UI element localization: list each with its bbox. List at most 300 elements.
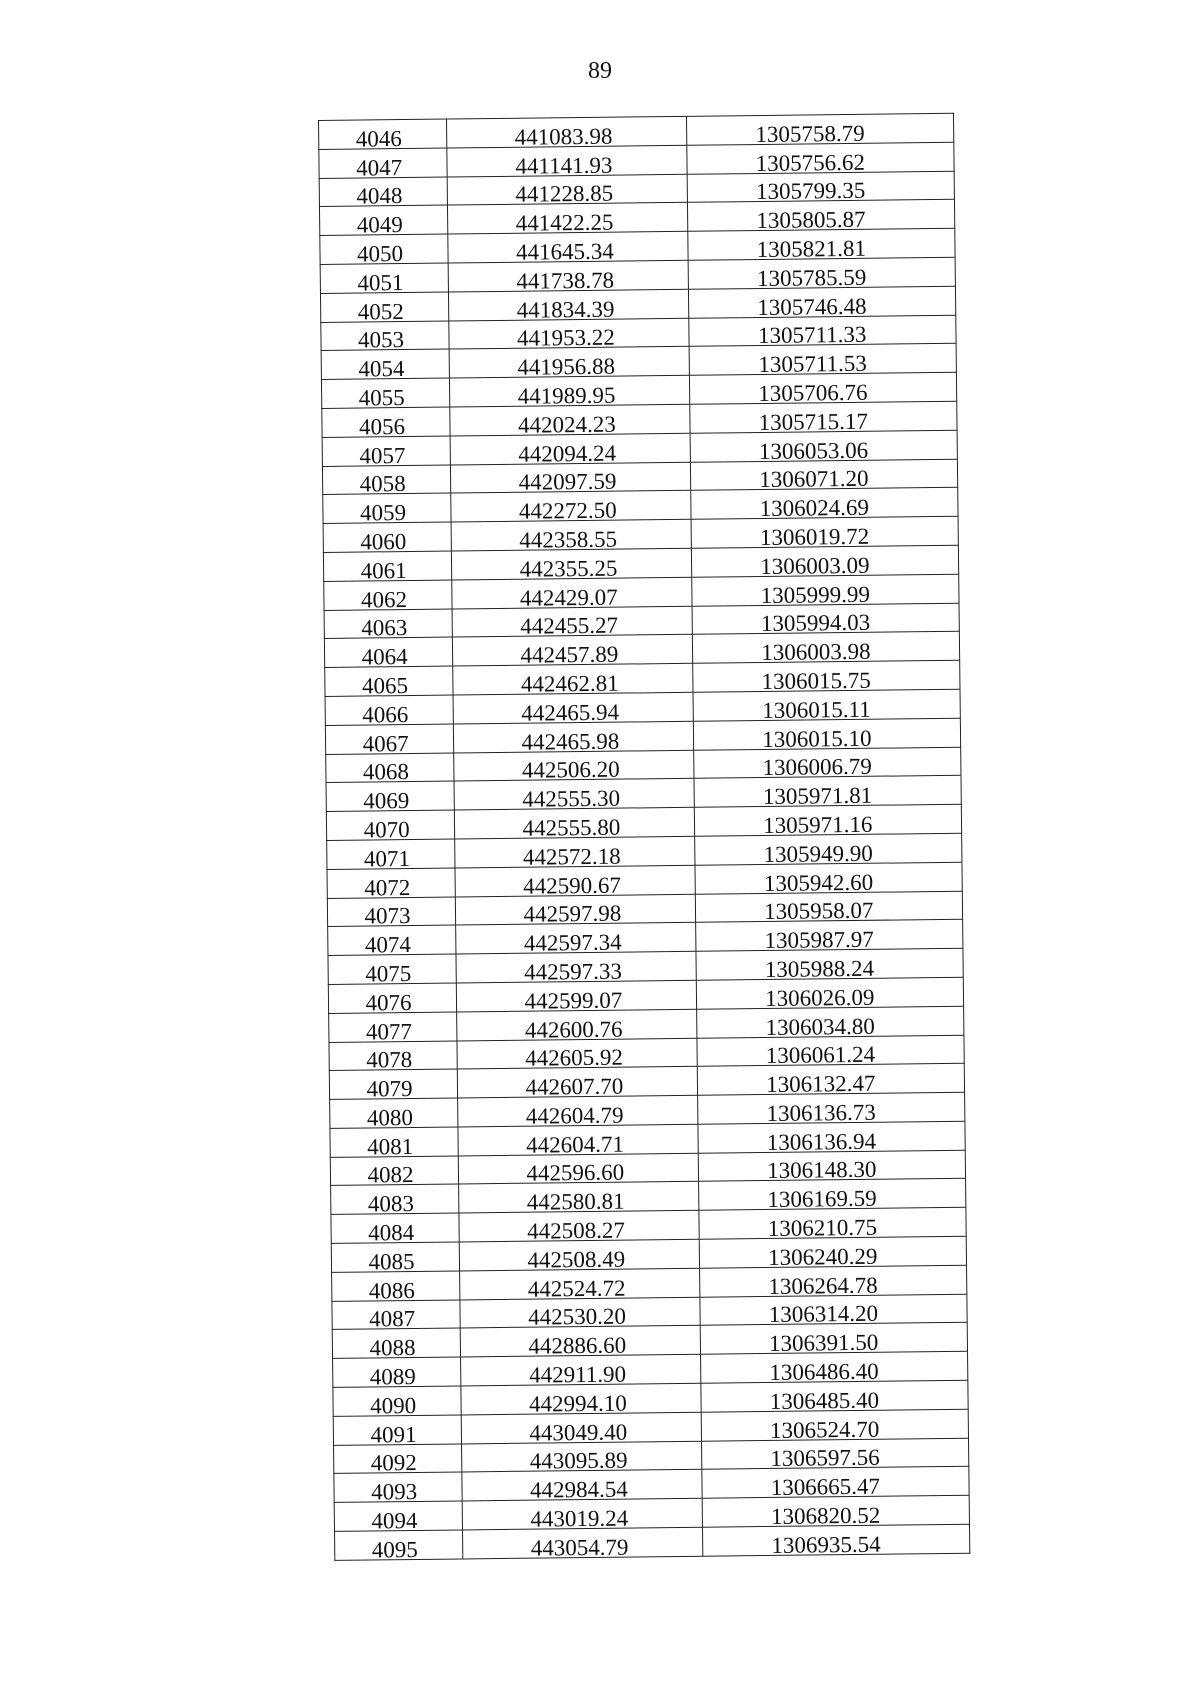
point-id-value: 4051 [357,269,404,296]
y-coordinate-cell [694,776,962,808]
table-row [327,891,962,927]
x-coordinate-value: 442604.79 [525,1102,624,1129]
x-coordinate-value: 442597.98 [523,900,622,928]
point-id-value: 4052 [357,298,404,325]
point-id-cell [329,1040,457,1073]
y-coordinate-value: 1306024.69 [759,494,870,522]
x-coordinate-cell [452,606,692,638]
y-coordinate-value: 1306053.06 [758,437,869,464]
y-coordinate-value: 1305758.79 [755,120,865,147]
x-coordinate-cell [460,1268,700,1300]
y-coordinate-value: 1305958.07 [764,898,874,925]
x-coordinate-value: 442457.89 [520,641,619,668]
x-coordinate-value: 442455.27 [520,612,619,640]
x-coordinate-cell [448,260,688,292]
point-id-value: 4076 [365,989,412,1016]
table-row [328,977,963,1013]
x-coordinate-cell [449,347,689,379]
y-coordinate-cell [694,833,962,865]
point-id-value: 4053 [357,327,405,353]
x-coordinate-value: 442555.80 [522,814,621,841]
x-coordinate-cell [455,836,695,868]
y-coordinate-cell [691,545,959,577]
y-coordinate-value: 1306061.24 [765,1042,876,1069]
point-id-value: 4094 [371,1508,418,1534]
x-coordinate-cell [458,1124,698,1156]
x-coordinate-cell [448,203,688,235]
point-id-cell [331,1213,459,1246]
y-coordinate-cell [687,228,955,263]
x-coordinate-cell [458,1153,698,1185]
point-id-value: 4067 [362,730,409,757]
x-coordinate-value: 442597.33 [524,958,623,985]
x-coordinate-value: 442605.92 [525,1044,624,1072]
x-coordinate-value: 442580.81 [526,1188,625,1215]
table-row [326,804,961,840]
table-row [333,1380,968,1416]
y-coordinate-value: 1306210.75 [767,1214,878,1242]
point-id-value: 4071 [363,845,411,872]
x-coordinate-value: 442024.23 [517,411,616,438]
y-coordinate-value: 1305746.48 [757,293,867,320]
point-id-cell [321,349,449,382]
y-coordinate-cell [692,632,960,664]
y-coordinate-value: 1306486.40 [769,1358,879,1386]
point-id-cell [325,724,453,757]
table-row [321,315,956,351]
point-id-cell [332,1300,460,1330]
x-coordinate-value: 442272.50 [518,497,617,524]
point-id-value: 4059 [359,500,407,526]
y-coordinate-value: 1306019.72 [759,523,870,550]
y-coordinate-cell [697,1064,965,1096]
y-coordinate-cell [701,1438,969,1470]
y-coordinate-value: 1306240.29 [767,1243,878,1270]
point-id-value: 4084 [368,1220,415,1246]
x-coordinate-cell [453,663,693,695]
point-id-cell [319,148,447,181]
x-coordinate-cell [447,145,687,177]
x-coordinate-cell [462,1498,702,1530]
point-id-cell [334,1444,462,1474]
y-coordinate-value: 1305799.35 [755,178,866,205]
y-coordinate-value: 1305821.81 [756,235,867,263]
point-id-value: 4074 [364,932,412,958]
y-coordinate-value: 1306524.70 [769,1416,880,1443]
point-id-value: 4062 [360,586,408,613]
point-id-cell [321,378,449,411]
point-id-cell [330,1098,458,1131]
x-coordinate-cell [450,404,690,436]
table-row [326,776,961,812]
x-coordinate-value: 442530.20 [527,1304,627,1331]
point-id-cell [319,119,447,152]
x-coordinate-value: 442604.71 [526,1131,625,1158]
y-coordinate-cell [698,1150,966,1182]
table-row [325,689,960,725]
table-row [333,1351,968,1387]
x-coordinate-cell [449,289,689,321]
x-coordinate-value: 442508.49 [527,1246,626,1273]
x-coordinate-value: 441956.88 [517,353,616,380]
table-row [326,747,961,783]
point-id-cell [324,637,452,670]
x-coordinate-cell [453,635,693,667]
y-coordinate-cell [698,1121,966,1153]
x-coordinate-value: 442600.76 [524,1016,623,1043]
y-coordinate-cell [690,430,958,462]
point-id-value: 4064 [361,644,408,670]
y-coordinate-cell [696,977,964,1009]
x-coordinate-value: 442590.67 [523,872,622,899]
x-coordinate-value: 442097.59 [518,468,617,496]
y-coordinate-value: 1305706.76 [758,379,868,406]
point-id-cell [328,983,456,1016]
y-coordinate-cell [692,660,960,692]
y-coordinate-value: 1305715.17 [758,408,869,435]
y-coordinate-cell [700,1380,968,1412]
x-coordinate-cell [454,807,694,839]
point-id-value: 4077 [365,1018,413,1045]
point-id-cell [326,781,454,814]
point-id-value: 4058 [359,471,406,497]
y-coordinate-value: 1306003.98 [761,638,871,666]
y-coordinate-cell [688,286,956,318]
point-id-value: 4069 [363,788,410,814]
table-row [319,113,954,149]
point-id-value: 4047 [355,154,403,181]
table-row [332,1323,967,1359]
y-coordinate-cell [686,142,954,174]
point-id-value: 4088 [369,1335,416,1361]
point-id-value: 4083 [367,1191,415,1217]
point-id-cell [332,1271,460,1304]
point-id-cell [330,1127,458,1160]
x-coordinate-value: 442572.18 [522,843,621,870]
y-coordinate-value: 1306034.80 [765,1013,875,1040]
table-row [320,257,955,293]
x-coordinate-value: 442597.34 [523,929,622,956]
point-id-cell [319,177,447,207]
point-id-value: 4081 [367,1133,414,1160]
x-coordinate-cell [458,1095,698,1127]
x-coordinate-value: 442555.30 [522,785,621,812]
table-row [323,488,958,524]
point-id-value: 4079 [366,1076,413,1102]
point-id-value: 4055 [358,385,405,411]
x-coordinate-value: 442465.94 [521,699,620,726]
point-id-cell [323,493,451,526]
x-coordinate-cell [452,548,692,580]
x-coordinate-cell [457,1009,697,1041]
y-coordinate-value: 1305785.59 [756,264,867,291]
point-id-value: 4050 [356,241,404,267]
x-coordinate-cell [456,980,696,1012]
x-coordinate-cell [447,116,687,148]
table-row [321,372,956,408]
x-coordinate-value: 442355.25 [519,555,618,582]
table-row [330,1150,965,1186]
table-row [324,574,959,610]
x-coordinate-value: 441228.85 [515,181,614,208]
point-id-value: 4063 [361,615,408,641]
point-id-cell [322,465,450,495]
y-coordinate-value: 1306136.73 [766,1099,876,1126]
table-row [325,718,960,754]
point-id-cell [328,954,456,987]
x-coordinate-value: 443054.79 [530,1534,629,1561]
x-coordinate-value: 441953.22 [516,325,615,352]
y-coordinate-value: 1306026.09 [765,984,875,1011]
y-coordinate-cell [691,516,959,548]
point-id-value: 4065 [361,672,409,699]
x-coordinate-cell [460,1326,700,1358]
point-id-value: 4057 [359,442,406,469]
point-id-cell [331,1242,459,1275]
y-coordinate-value: 1306136.94 [766,1128,877,1155]
coordinates-table-body [319,113,970,1563]
y-coordinate-value: 1305987.97 [764,926,874,954]
y-coordinate-cell [696,948,964,980]
x-coordinate-cell [454,750,694,782]
y-coordinate-cell [689,344,957,376]
point-id-cell [319,205,447,238]
x-coordinate-cell [456,951,696,983]
point-id-cell [326,810,454,843]
x-coordinate-value: 443019.24 [530,1505,629,1532]
table-row [323,516,958,552]
y-coordinate-value: 1306935.54 [771,1531,881,1558]
point-id-cell [329,1012,457,1045]
x-coordinate-cell [453,721,693,753]
x-coordinate-cell [455,865,695,897]
table-row [331,1236,966,1272]
x-coordinate-value: 441141.93 [515,152,613,179]
point-id-cell [322,436,450,469]
point-id-cell [330,1156,458,1186]
x-coordinate-value: 441083.98 [514,123,613,150]
point-id-value: 4095 [371,1536,418,1563]
x-coordinate-cell [459,1182,699,1214]
point-id-cell [328,925,456,958]
y-coordinate-value: 1305971.16 [763,811,873,838]
table-row [329,1006,964,1042]
point-id-value: 4090 [370,1392,417,1419]
y-coordinate-cell [692,603,960,635]
y-coordinate-cell [700,1351,968,1386]
y-coordinate-cell [691,574,959,606]
x-coordinate-cell [459,1239,699,1271]
x-coordinate-cell [448,232,688,264]
x-coordinate-value: 442607.70 [525,1073,624,1100]
x-coordinate-value: 441989.95 [517,382,616,409]
x-coordinate-value: 442524.72 [527,1275,626,1302]
x-coordinate-value: 442465.98 [521,728,620,755]
x-coordinate-cell [452,577,692,609]
point-id-cell [333,1386,461,1419]
x-coordinate-value: 442506.20 [521,756,620,784]
y-coordinate-cell [700,1323,968,1355]
x-coordinate-value: 442886.60 [528,1332,627,1359]
point-id-value: 4061 [360,557,407,584]
y-coordinate-value: 1306003.09 [760,552,870,579]
x-coordinate-cell [457,1067,697,1099]
y-coordinate-value: 1306391.50 [768,1329,879,1357]
y-coordinate-cell [687,171,955,203]
y-coordinate-value: 1306597.56 [770,1445,880,1472]
table-row [327,833,962,869]
point-id-value: 4046 [355,125,402,152]
y-coordinate-cell [689,372,957,404]
y-coordinate-value: 1306015.75 [761,667,871,694]
table-row [328,948,963,984]
y-coordinate-cell [696,1006,964,1038]
point-id-cell [323,551,451,584]
point-id-cell [322,407,450,440]
coordinates-table [318,113,970,1561]
x-coordinate-cell [462,1470,702,1502]
table-row [329,1035,964,1071]
y-coordinate-cell [701,1409,969,1441]
y-coordinate-value: 1306820.52 [770,1502,881,1529]
point-id-cell [326,753,454,783]
point-id-cell [320,234,448,267]
y-coordinate-cell [697,1035,965,1067]
y-coordinate-cell [686,113,954,145]
table-row [333,1409,968,1445]
point-id-value: 4072 [364,874,411,901]
point-id-value: 4054 [358,356,405,382]
y-coordinate-cell [699,1208,967,1240]
point-id-value: 4068 [362,759,410,785]
point-id-value: 4070 [363,816,410,843]
y-coordinate-value: 1306006.79 [762,754,872,781]
point-id-cell [329,1069,457,1102]
point-id-cell [332,1328,460,1361]
point-id-value: 4080 [366,1104,414,1131]
point-id-cell [327,839,455,872]
point-id-cell [321,321,449,351]
y-coordinate-value: 1306071.20 [759,466,869,493]
y-coordinate-cell [697,1092,965,1124]
table-row [319,142,954,178]
x-coordinate-cell [456,923,696,955]
x-coordinate-value: 441834.39 [516,296,615,323]
x-coordinate-value: 443049.40 [529,1419,628,1446]
y-coordinate-value: 1305999.99 [760,581,870,608]
x-coordinate-value: 442596.60 [526,1160,625,1187]
y-coordinate-value: 1305756.62 [755,149,866,176]
x-coordinate-value: 441645.34 [515,238,614,265]
y-coordinate-cell [702,1495,970,1527]
table-row [334,1495,969,1531]
table-row [334,1467,969,1503]
table-row [321,344,956,380]
y-coordinate-cell [690,488,958,520]
point-id-value: 4060 [360,528,407,555]
y-coordinate-cell [688,257,956,289]
y-coordinate-cell [689,401,957,433]
y-coordinate-cell [698,1179,966,1211]
point-id-value: 4082 [367,1162,414,1188]
x-coordinate-value: 442911.90 [529,1361,627,1388]
table-row [332,1265,967,1301]
table-row [319,171,954,207]
y-coordinate-value: 1306132.47 [766,1070,876,1098]
x-coordinate-cell [460,1297,700,1329]
y-coordinate-value: 1305711.53 [758,350,867,378]
y-coordinate-value: 1306665.47 [770,1473,881,1501]
point-id-cell [320,292,448,325]
x-coordinate-cell [451,519,691,551]
point-id-cell [334,1472,462,1505]
x-coordinate-value: 442599.07 [524,987,623,1014]
point-id-value: 4078 [366,1047,413,1073]
point-id-value: 4049 [356,212,403,238]
y-coordinate-cell [693,689,961,721]
x-coordinate-cell [453,692,693,724]
y-coordinate-value: 1306015.11 [762,696,871,723]
table-row [320,286,955,322]
point-id-value: 4089 [369,1364,416,1390]
x-coordinate-value: 441738.78 [516,267,615,294]
page-number: 89 [588,58,612,84]
table-row [322,401,957,437]
table-row [323,545,958,581]
table-row [327,862,962,898]
y-coordinate-value: 1306485.40 [769,1387,880,1414]
y-coordinate-cell [701,1467,969,1499]
table-row [319,200,954,236]
point-id-value: 4086 [368,1277,415,1304]
y-coordinate-cell [687,200,955,232]
x-coordinate-value: 442358.55 [519,526,618,553]
y-coordinate-cell [688,315,956,347]
table-row [330,1092,965,1128]
x-coordinate-cell [463,1527,703,1559]
y-coordinate-cell [693,747,961,779]
point-id-cell [320,263,448,296]
y-coordinate-cell [693,718,961,750]
x-coordinate-value: 442429.07 [519,584,618,611]
y-coordinate-value: 1305949.90 [763,840,873,867]
table-row [324,632,959,668]
point-id-cell [324,609,452,639]
point-id-cell [333,1415,461,1448]
y-coordinate-value: 1305942.60 [763,869,874,896]
x-coordinate-value: 442462.81 [520,670,619,697]
y-coordinate-value: 1305805.87 [756,206,866,234]
y-coordinate-value: 1306148.30 [766,1157,877,1184]
x-coordinate-cell [454,779,694,811]
table-row [332,1294,967,1330]
point-id-value: 4092 [370,1450,417,1476]
x-coordinate-cell [461,1412,701,1444]
x-coordinate-cell [462,1441,702,1473]
x-coordinate-cell [455,894,695,926]
x-coordinate-value: 442984.54 [529,1476,628,1503]
table-row [324,603,959,639]
point-id-value: 4085 [368,1248,415,1275]
y-coordinate-cell [702,1524,970,1556]
x-coordinate-value: 443095.89 [529,1448,628,1475]
y-coordinate-value: 1305711.33 [757,322,867,349]
point-id-value: 4056 [358,413,406,440]
point-id-cell [333,1357,461,1390]
x-coordinate-cell [461,1383,701,1415]
point-id-cell [331,1184,459,1217]
x-coordinate-cell [450,375,690,407]
